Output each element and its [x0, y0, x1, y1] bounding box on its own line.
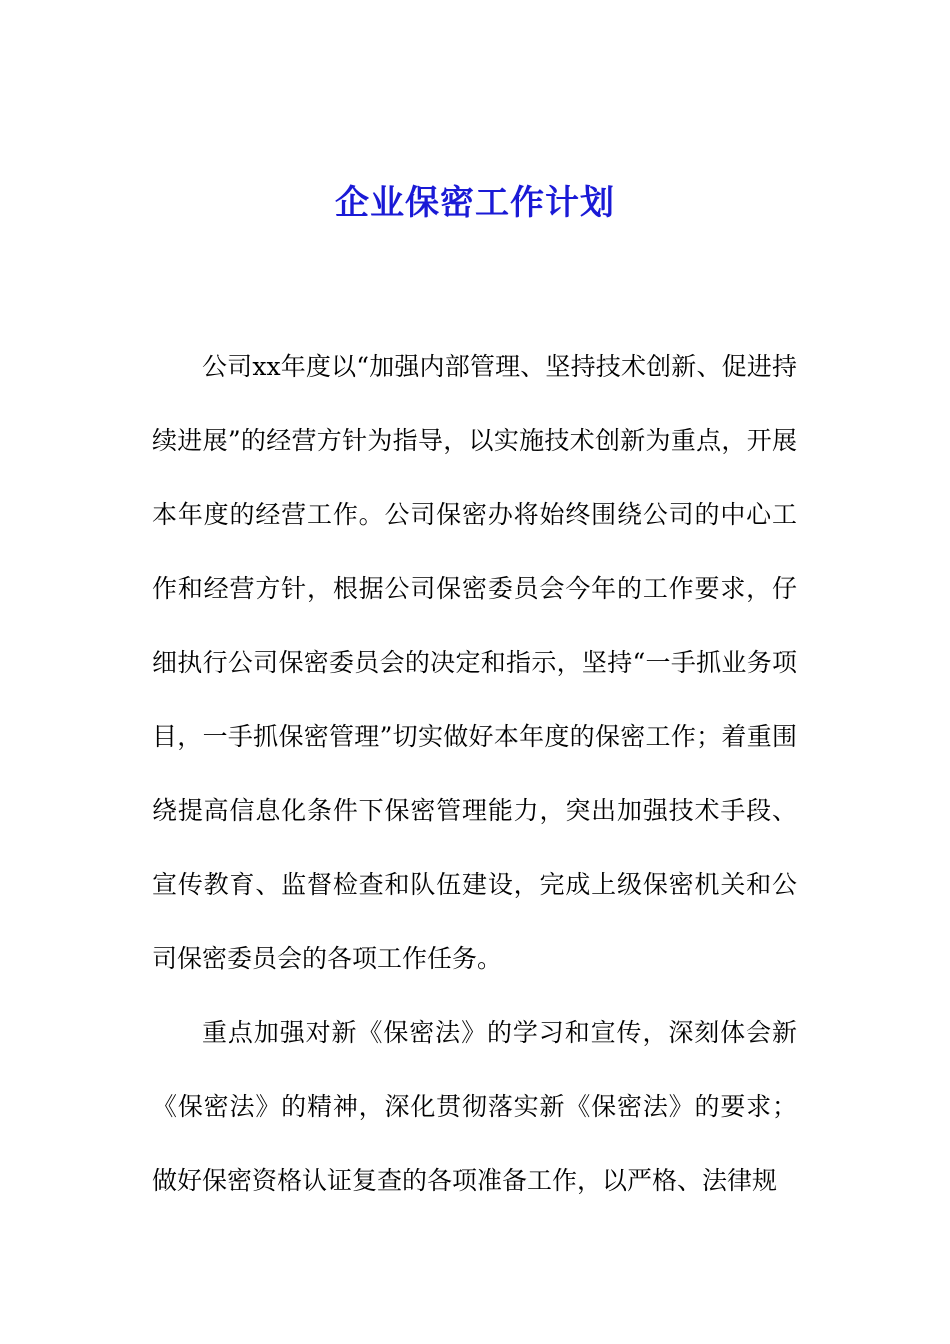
paragraph-1: 公司xx年度以“加强内部管理、坚持技术创新、促进持续进展”的经营方针为指导，以实施技术创新为重点，开展本年度的经营工作。公司保密办将始终围绕公司的中心工作和经营方针，根据公司保密委员会今年的工作要求，仔细执行公司保密委员会的决定和指示，坚持“一手抓业务项目，一手抓保密管理”切实做好本年度的保密工作；着重围绕提高信息化条件下保密管理能力，突出加强技术手段、宣传教育、监督检查和队伍建设，完成上级保密机关和公司保密委员会的各项工作任务。: [152, 352, 797, 973]
document-body: [152, 330, 797, 1218]
paragraph-2: 重点加强对新《保密法》的学习和宣传，深刻体会新《保密法》的精神，深化贯彻落实新《保密法》的要求；做好保密资格认证复查的各项准备工作，以严格、法律规: [152, 1018, 797, 1195]
document-title: 企业保密工作计划: [335, 183, 615, 223]
